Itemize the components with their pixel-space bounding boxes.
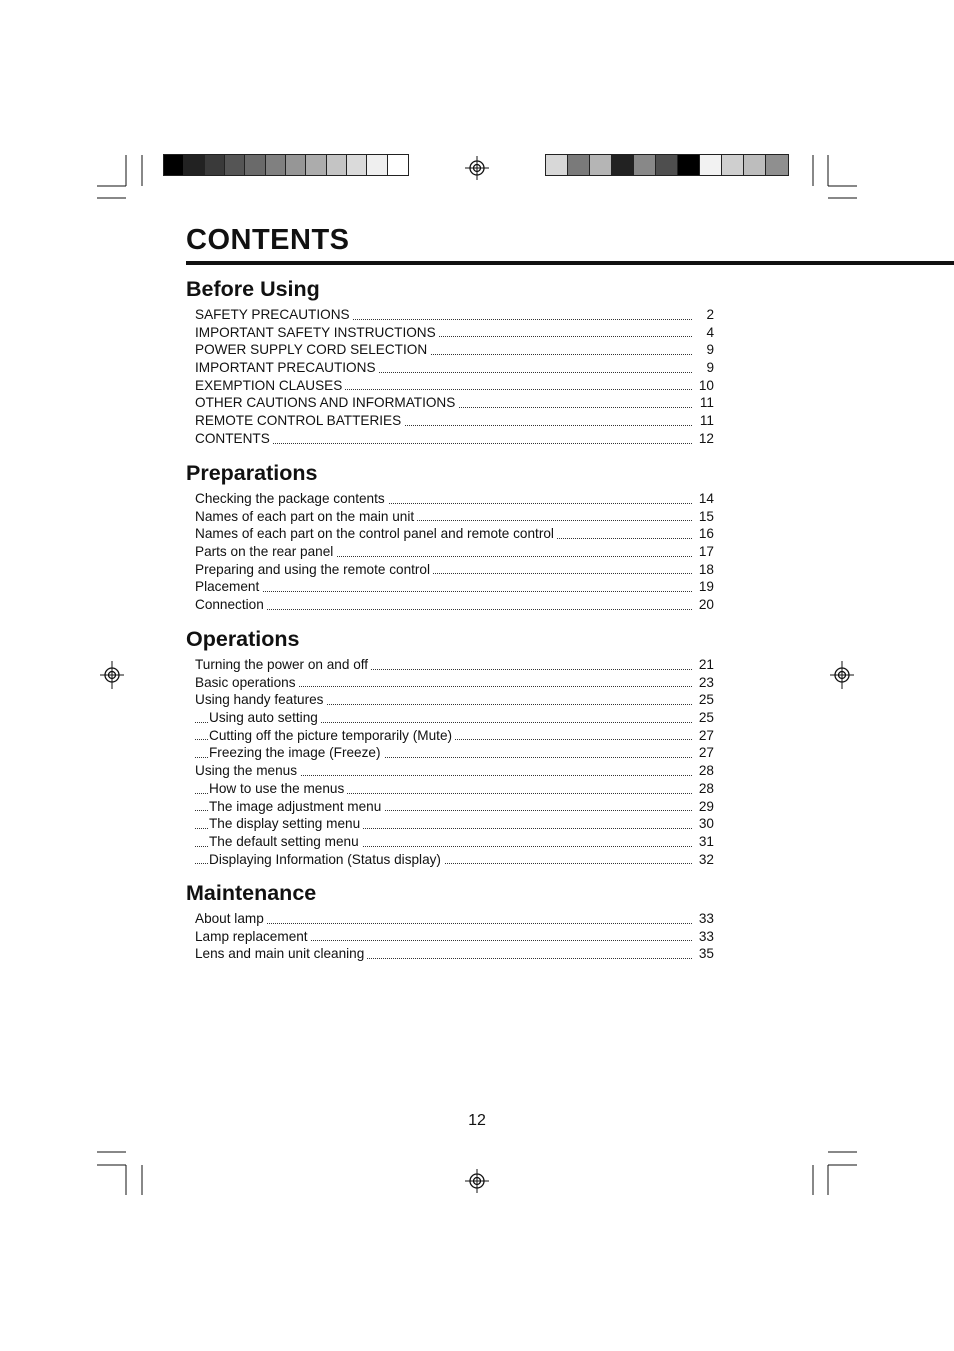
- toc-entry: [195, 324, 714, 342]
- toc-entry-label: Preparing and using the remote control: [195, 562, 433, 577]
- toc-entry-label: The display setting menu: [209, 816, 363, 831]
- toc-entry-page: 31: [694, 833, 714, 851]
- toc-entry-page: 28: [694, 780, 714, 798]
- toc-entry: [195, 543, 714, 561]
- color-swatch: [612, 155, 634, 175]
- toc-list-preparations: [195, 490, 714, 614]
- toc-entry: [195, 412, 714, 430]
- toc-entry-label: Freezing the image (Freeze): [209, 745, 384, 760]
- toc-entry: [195, 596, 714, 614]
- toc-entry-page: 20: [694, 596, 714, 614]
- color-swatch: [678, 155, 700, 175]
- toc-entry: [195, 798, 714, 816]
- color-swatch: [722, 155, 744, 175]
- section-heading-maintenance: Maintenance: [186, 881, 317, 905]
- toc-entry: [195, 780, 714, 798]
- toc-entry-label: IMPORTANT PRECAUTIONS: [195, 360, 379, 375]
- toc-entry-page: 35: [694, 945, 714, 963]
- color-swatch: [266, 155, 286, 175]
- toc-entry-label: Lens and main unit cleaning: [195, 946, 367, 961]
- section-heading-operations: Operations: [186, 627, 300, 651]
- toc-entry-label: About lamp: [195, 911, 267, 926]
- toc-entry-page: 9: [694, 341, 714, 359]
- toc-entry: [195, 394, 714, 412]
- toc-entry-label: Displaying Information (Status display): [209, 852, 444, 867]
- toc-entry-label: Turning the power on and off: [195, 657, 371, 672]
- toc-entry-page: 25: [694, 691, 714, 709]
- color-swatch: [634, 155, 656, 175]
- toc-entry-page: 11: [694, 412, 714, 430]
- toc-entry: [195, 656, 714, 674]
- toc-entry: [195, 945, 714, 963]
- title-rule: [186, 261, 954, 265]
- toc-entry-label: Lamp replacement: [195, 929, 311, 944]
- toc-entry-label: Basic operations: [195, 675, 299, 690]
- page-title: CONTENTS: [186, 224, 350, 256]
- color-swatch: [656, 155, 678, 175]
- color-swatch: [546, 155, 568, 175]
- toc-entry-label: CONTENTS: [195, 431, 273, 446]
- color-swatch: [388, 155, 408, 175]
- toc-entry-page: 29: [694, 798, 714, 816]
- toc-entry: [195, 561, 714, 579]
- toc-entry: [195, 377, 714, 395]
- color-swatch: [245, 155, 265, 175]
- section-heading-preparations: Preparations: [186, 461, 318, 485]
- toc-entry-label: How to use the menus: [209, 781, 347, 796]
- toc-entry: [195, 910, 714, 928]
- toc-entry-page: 18: [694, 561, 714, 579]
- toc-entry: [195, 762, 714, 780]
- color-swatch: [568, 155, 590, 175]
- toc-entry: [195, 359, 714, 377]
- registration-mark-icon: [100, 661, 124, 689]
- color-calibration-bar-right: [545, 154, 789, 176]
- toc-entry-page: 30: [694, 815, 714, 833]
- color-swatch: [306, 155, 326, 175]
- toc-entry-page: 33: [694, 910, 714, 928]
- toc-entry: [195, 578, 714, 596]
- toc-entry-label: OTHER CAUTIONS AND INFORMATIONS: [195, 395, 458, 410]
- toc-entry-label: Names of each part on the main unit: [195, 509, 417, 524]
- toc-entry-label: The default setting menu: [209, 834, 362, 849]
- color-swatch: [590, 155, 612, 175]
- toc-entry-label: SAFETY PRECAUTIONS: [195, 307, 353, 322]
- toc-entry: [195, 525, 714, 543]
- color-swatch: [327, 155, 347, 175]
- toc-entry-page: 25: [694, 709, 714, 727]
- toc-entry: [195, 674, 714, 692]
- toc-entry-page: 23: [694, 674, 714, 692]
- dot-leader: [195, 609, 692, 610]
- toc-entry-page: 2: [694, 306, 714, 324]
- color-swatch: [205, 155, 225, 175]
- toc-entry-page: 4: [694, 324, 714, 342]
- color-swatch: [367, 155, 387, 175]
- toc-entry-label: Parts on the rear panel: [195, 544, 336, 559]
- toc-entry-label: Using handy features: [195, 692, 326, 707]
- toc-entry: [195, 744, 714, 762]
- toc-entry-label: Placement: [195, 579, 262, 594]
- color-swatch: [700, 155, 722, 175]
- toc-entry-label: Checking the package contents: [195, 491, 388, 506]
- toc-entry: [195, 709, 714, 727]
- toc-entry-page: 16: [694, 525, 714, 543]
- toc-entry-label: REMOTE CONTROL BATTERIES: [195, 413, 404, 428]
- registration-mark-icon: [465, 156, 489, 180]
- toc-entry-page: 9: [694, 359, 714, 377]
- toc-entry: [195, 508, 714, 526]
- registration-mark-icon: [465, 1169, 489, 1193]
- toc-entry-page: 15: [694, 508, 714, 526]
- toc-entry-page: 14: [694, 490, 714, 508]
- toc-entry-label: Connection: [195, 597, 267, 612]
- toc-entry-page: 11: [694, 394, 714, 412]
- toc-entry: [195, 727, 714, 745]
- color-calibration-bar-left: [163, 154, 409, 176]
- color-swatch: [286, 155, 306, 175]
- toc-list-before-using: [195, 306, 714, 448]
- registration-mark-icon: [830, 661, 854, 689]
- toc-entry-label: IMPORTANT SAFETY INSTRUCTIONS: [195, 325, 439, 340]
- toc-entry: [195, 851, 714, 869]
- toc-entry-page: 28: [694, 762, 714, 780]
- toc-entry: [195, 691, 714, 709]
- color-swatch: [164, 155, 184, 175]
- color-swatch: [347, 155, 367, 175]
- toc-entry-page: 27: [694, 727, 714, 745]
- page-number: 12: [468, 1112, 486, 1129]
- toc-entry-label: Using auto setting: [209, 710, 321, 725]
- toc-entry-page: 33: [694, 928, 714, 946]
- toc-entry-page: 17: [694, 543, 714, 561]
- toc-list-operations: [195, 656, 714, 868]
- toc-entry-page: 19: [694, 578, 714, 596]
- toc-entry-label: POWER SUPPLY CORD SELECTION: [195, 342, 430, 357]
- toc-entry: [195, 341, 714, 359]
- toc-entry-page: 27: [694, 744, 714, 762]
- toc-entry: [195, 928, 714, 946]
- dot-leader: [195, 591, 692, 592]
- toc-entry: [195, 306, 714, 324]
- color-swatch: [184, 155, 204, 175]
- color-swatch: [225, 155, 245, 175]
- toc-entry-label: The image adjustment menu: [209, 799, 384, 814]
- section-heading-before-using: Before Using: [186, 277, 320, 301]
- toc-entry: [195, 833, 714, 851]
- toc-entry-label: Using the menus: [195, 763, 300, 778]
- toc-list-maintenance: [195, 910, 714, 963]
- toc-entry: [195, 430, 714, 448]
- toc-entry-label: Cutting off the picture temporarily (Mute): [209, 728, 455, 743]
- toc-entry-page: 10: [694, 377, 714, 395]
- color-swatch: [766, 155, 788, 175]
- toc-entry: [195, 815, 714, 833]
- toc-entry-page: 12: [694, 430, 714, 448]
- toc-entry-page: 32: [694, 851, 714, 869]
- toc-entry-page: 21: [694, 656, 714, 674]
- toc-entry: [195, 490, 714, 508]
- dot-leader: [195, 923, 692, 924]
- toc-entry-label: EXEMPTION CLAUSES: [195, 378, 345, 393]
- color-swatch: [744, 155, 766, 175]
- toc-entry-label: Names of each part on the control panel and remote control: [195, 526, 557, 541]
